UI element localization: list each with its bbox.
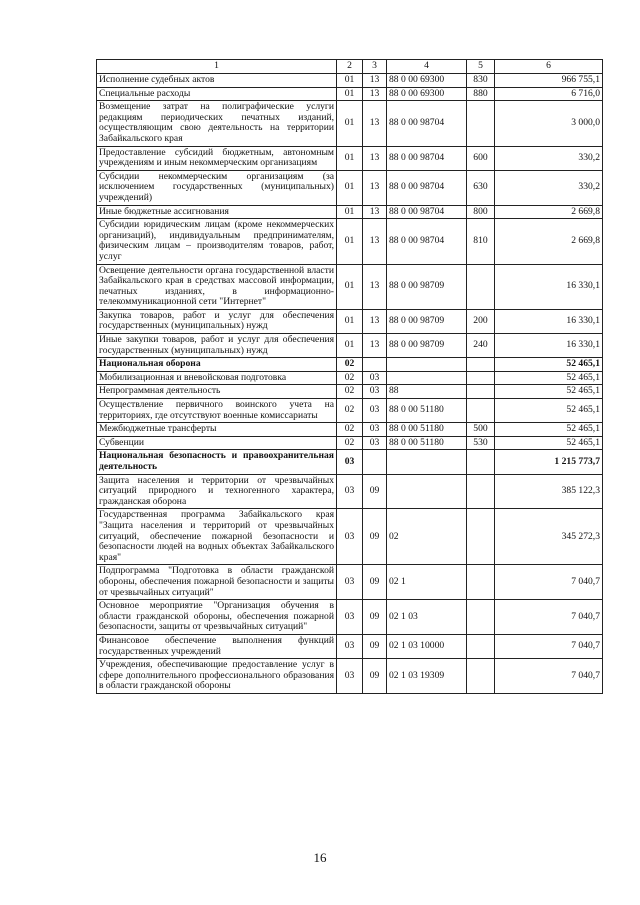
section-code-cell: 02 [337,436,363,450]
expense-type-cell [467,659,495,694]
subsection-code-cell: 13 [363,309,387,333]
header-cell: 1 [97,60,337,74]
subsection-code-cell: 09 [363,474,387,509]
header-cell: 5 [467,60,495,74]
header-cell: 4 [387,60,467,74]
table-row [97,600,603,635]
section-code-cell: 02 [337,423,363,437]
amount-cell: 52 465,1 [495,399,603,423]
budget-table [96,59,603,694]
row-name-cell: Освещение деятельности органа государственной власти Забайкальского края в средствах массовой информации, печатных изданиях, в информационно-телекоммуникационной сети "Интернет" [97,264,337,309]
section-code-cell: 03 [337,509,363,565]
subsection-code-cell: 13 [363,205,387,219]
subsection-code-cell: 13 [363,87,387,101]
row-name-cell: Межбюджетные трансферты [97,423,337,437]
row-name-cell: Специальные расходы [97,87,337,101]
expense-type-cell: 200 [467,309,495,333]
amount-cell: 16 330,1 [495,334,603,358]
table-row [97,509,603,565]
target-article-cell: 02 1 03 [387,600,467,635]
row-name-cell: Национальная оборона [97,358,337,372]
expense-type-cell [467,371,495,385]
table-row [97,264,603,309]
row-name-cell: Субсидии юридическим лицам (кроме некоммерческих организаций), индивидуальным предпринимателям, физическим лицам – производителям товаров, работ, услуг [97,219,337,264]
section-code-cell: 01 [337,74,363,88]
expense-type-cell [467,600,495,635]
section-code-cell: 01 [337,170,363,205]
header-cell: 3 [363,60,387,74]
header-cell: 6 [495,60,603,74]
section-code-cell: 02 [337,358,363,372]
row-name-cell: Возмещение затрат на полиграфические услуги редакциям периодических печатных изданий, осуществляющим свою деятельность на территории Забайкальского края [97,101,337,146]
section-code-cell: 03 [337,600,363,635]
subsection-code-cell: 09 [363,659,387,694]
expense-type-cell: 830 [467,74,495,88]
amount-cell: 16 330,1 [495,309,603,333]
amount-cell: 16 330,1 [495,264,603,309]
amount-cell: 52 465,1 [495,436,603,450]
subsection-code-cell: 13 [363,170,387,205]
expense-type-cell [467,101,495,146]
row-name-cell: Мобилизационная и вневойсковая подготовка [97,371,337,385]
target-article-cell: 88 0 00 98704 [387,205,467,219]
section-code-cell: 01 [337,205,363,219]
section-code-cell: 03 [337,634,363,658]
subsection-code-cell [363,450,387,474]
subsection-code-cell: 13 [363,219,387,264]
table-row [97,101,603,146]
expense-type-cell [467,450,495,474]
amount-cell: 52 465,1 [495,423,603,437]
table-row [97,399,603,423]
row-name-cell: Государственная программа Забайкальского края "Защита населения и территорий от чрезвычайных ситуаций, обеспечение пожарной безопасности и безопасности людей на водных объектах Забайкальского края" [97,509,337,565]
table-row [97,87,603,101]
section-code-cell: 01 [337,264,363,309]
amount-cell: 1 215 773,7 [495,450,603,474]
section-code-cell: 02 [337,399,363,423]
target-article-cell: 88 [387,385,467,399]
section-code-cell: 01 [337,219,363,264]
section-code-cell: 01 [337,101,363,146]
table-row [97,423,603,437]
target-article-cell [387,358,467,372]
target-article-cell: 88 0 00 51180 [387,436,467,450]
page-number: 16 [313,850,327,865]
subsection-code-cell: 03 [363,385,387,399]
amount-cell: 345 272,3 [495,509,603,565]
expense-type-cell: 880 [467,87,495,101]
table-row [97,334,603,358]
table-row [97,634,603,658]
amount-cell: 966 755,1 [495,74,603,88]
subsection-code-cell: 09 [363,509,387,565]
row-name-cell: Субвенции [97,436,337,450]
amount-cell: 330,2 [495,146,603,170]
target-article-cell: 02 [387,509,467,565]
subsection-code-cell: 09 [363,565,387,600]
row-name-cell: Иные закупки товаров, работ и услуг для обеспечения государственных (муниципальных) нужд [97,334,337,358]
row-name-cell: Субсидии некоммерческим организациям (за исключением государственных (муниципальных) учреждений) [97,170,337,205]
subsection-code-cell: 13 [363,101,387,146]
row-name-cell: Иные бюджетные ассигнования [97,205,337,219]
table-row [97,436,603,450]
subsection-code-cell: 03 [363,399,387,423]
table-row [97,74,603,88]
subsection-code-cell: 09 [363,600,387,635]
target-article-cell: 88 0 00 69300 [387,87,467,101]
subsection-code-cell: 03 [363,371,387,385]
header-cell: 2 [337,60,363,74]
section-code-cell: 01 [337,146,363,170]
target-article-cell: 88 0 00 98709 [387,264,467,309]
section-code-cell: 01 [337,87,363,101]
subsection-code-cell: 13 [363,146,387,170]
amount-cell: 6 716,0 [495,87,603,101]
target-article-cell [387,371,467,385]
amount-cell: 3 000,0 [495,101,603,146]
table-row [97,170,603,205]
expense-type-cell [467,385,495,399]
row-name-cell: Закупка товаров, работ и услуг для обеспечения государственных (муниципальных) нужд [97,309,337,333]
row-name-cell: Финансовое обеспечение выполнения функций государственных учреждений [97,634,337,658]
amount-cell: 7 040,7 [495,634,603,658]
expense-type-cell: 810 [467,219,495,264]
section-code-cell: 03 [337,565,363,600]
target-article-cell: 88 0 00 51180 [387,423,467,437]
target-article-cell: 88 0 00 98709 [387,334,467,358]
row-name-cell: Основное мероприятие "Организация обучения в области гражданской обороны, обеспечения пожарной безопасности, защиты от чрезвычайных ситуаций" [97,600,337,635]
target-article-cell: 02 1 03 10000 [387,634,467,658]
expense-type-cell: 800 [467,205,495,219]
table-row [97,565,603,600]
target-article-cell: 88 0 00 51180 [387,399,467,423]
target-article-cell [387,450,467,474]
row-name-cell: Непрограммная деятельность [97,385,337,399]
row-name-cell: Подпрограмма "Подготовка в области гражданской обороны, обеспечения пожарной безопасности и защиты от чрезвычайных ситуаций" [97,565,337,600]
expense-type-cell: 500 [467,423,495,437]
expense-type-cell [467,399,495,423]
table-header-row [97,60,603,74]
amount-cell: 7 040,7 [495,565,603,600]
expense-type-cell [467,474,495,509]
amount-cell: 7 040,7 [495,659,603,694]
target-article-cell: 88 0 00 98704 [387,170,467,205]
amount-cell: 2 669,8 [495,205,603,219]
subsection-code-cell: 13 [363,264,387,309]
subsection-code-cell: 13 [363,334,387,358]
amount-cell: 52 465,1 [495,371,603,385]
target-article-cell: 88 0 00 98704 [387,219,467,264]
target-article-cell: 88 0 00 98709 [387,309,467,333]
expense-type-cell [467,565,495,600]
row-name-cell: Защита населения и территории от чрезвычайных ситуаций природного и техногенного характера, гражданская оборона [97,474,337,509]
table-row [97,371,603,385]
amount-cell: 52 465,1 [495,385,603,399]
section-code-cell: 02 [337,371,363,385]
subsection-code-cell [363,358,387,372]
table-row [97,450,603,474]
section-code-cell: 01 [337,334,363,358]
expense-type-cell: 240 [467,334,495,358]
expense-type-cell: 600 [467,146,495,170]
table-row [97,309,603,333]
subsection-code-cell: 03 [363,436,387,450]
table-row [97,659,603,694]
target-article-cell: 88 0 00 69300 [387,74,467,88]
subsection-code-cell: 13 [363,74,387,88]
target-article-cell: 88 0 00 98704 [387,101,467,146]
expense-type-cell [467,634,495,658]
row-name-cell: Предоставление субсидий бюджетным, автономным учреждениям и иным некоммерческим организациям [97,146,337,170]
target-article-cell: 88 0 00 98704 [387,146,467,170]
row-name-cell: Учреждения, обеспечивающие предоставление услуг в сфере дополнительного профессионального образования в области гражданской обороны [97,659,337,694]
target-article-cell: 02 1 03 19309 [387,659,467,694]
expense-type-cell: 630 [467,170,495,205]
table-row [97,474,603,509]
table-row [97,219,603,264]
amount-cell: 385 122,3 [495,474,603,509]
section-code-cell: 02 [337,385,363,399]
amount-cell: 330,2 [495,170,603,205]
amount-cell: 7 040,7 [495,600,603,635]
expense-type-cell [467,509,495,565]
row-name-cell: Национальная безопасность и правоохранительная деятельность [97,450,337,474]
table-row [97,205,603,219]
target-article-cell: 02 1 [387,565,467,600]
table-row [97,385,603,399]
section-code-cell: 01 [337,309,363,333]
amount-cell: 52 465,1 [495,358,603,372]
table-row [97,146,603,170]
table-row [97,358,603,372]
amount-cell: 2 669,8 [495,219,603,264]
subsection-code-cell: 09 [363,634,387,658]
row-name-cell: Исполнение судебных актов [97,74,337,88]
expense-type-cell [467,358,495,372]
expense-type-cell [467,264,495,309]
subsection-code-cell: 03 [363,423,387,437]
target-article-cell [387,474,467,509]
section-code-cell: 03 [337,450,363,474]
row-name-cell: Осуществление первичного воинского учета на территориях, где отсутствуют военные комиссариаты [97,399,337,423]
expense-type-cell: 530 [467,436,495,450]
section-code-cell: 03 [337,659,363,694]
section-code-cell: 03 [337,474,363,509]
